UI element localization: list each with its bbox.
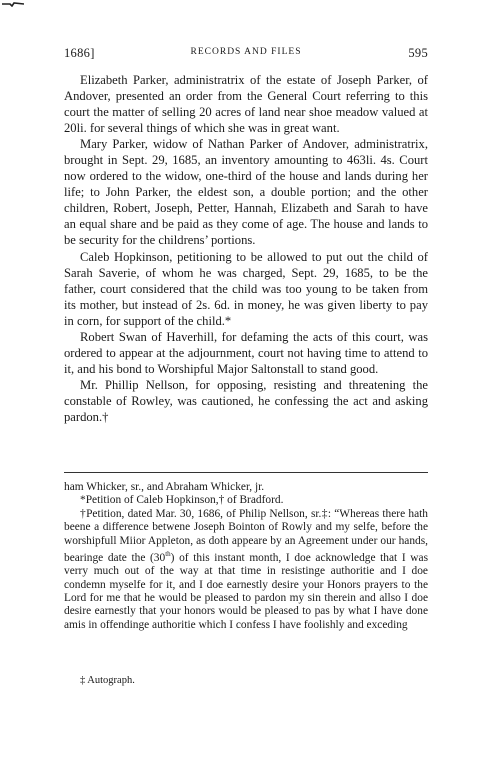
header-title: RECORDS AND FILES: [190, 47, 302, 57]
footnote-continuation: ham Whicker, sr., and Abraham Whicker, jr.: [64, 481, 265, 493]
footnote-dagger-text-b: ) of this instant month, I doe acknowledge that I was verry much out of the way at that time in resistinge authoritie and I doe condemn myselfe for it, and I doe earnestly desire your Honors prayers to the Lord for me that he would be pleased to pardon my sin therein and allso I doe desire earnestly that your honors would be pleased to pas by what I have done amis in offendinge authoritie which I confess I have foolishly and exceding: [64, 551, 429, 631]
paragraph-robert-swan: Robert Swan of Haverhill, for defaming the acts of this court, was ordered to appear at the adjournment, court not having time to attend to it, and his bond to Worshipful Major Saltonstall to stand good.: [64, 329, 428, 376]
running-header: [64, 46, 428, 62]
footnote-dagger-superscript: th: [165, 550, 171, 559]
paragraph-phillip-nellson: Mr. Phillip Nellson, for opposing, resisting and threatening the constable of Rowley, was cautioned, he confessing the act and asking pardon.†: [64, 377, 428, 424]
footnote-dagger-text-a: †Petition, dated Mar. 30, 1686, of Philip Nellson, sr.‡: “Whereas there hath beene a difference betwene Joseph Bointon of Rowly and my selfe, before the worshipfull Miior Appleton, as doth appeare by an Agreement under our hands, bearinge date the (30: [64, 507, 428, 564]
paragraph-mary-parker: Mary Parker, widow of Nathan Parker of Andover, administratrix, brought in Sept. 29, 1685, an inventory amounting to 463li. 4s. Court now ordered to the widow, one-third of the house and lands during her life; to John Parker, the eldest son, a double portion; and the other children, Robert, Joseph, Petter, Hannah, Elizabeth and Sarah to have an equal share and be paid as they come of age. The house and lands to be security for the childrens’ portions.: [64, 137, 428, 248]
main-text: [64, 72, 428, 425]
footnote-star: *Petition of Caleb Hopkinson,† of Bradford.: [80, 494, 284, 507]
footnote-divider: [64, 472, 428, 473]
page-number: 595: [408, 46, 428, 60]
footnote-dagger: [64, 508, 428, 632]
scan-corner-mark: [2, 2, 24, 7]
paragraph-elizabeth-parker: Elizabeth Parker, administratrix of the estate of Joseph Parker, of Andover, presented an order from the General Court referring to this court the matter of selling 20 acres of land near shoe meadow valued at 20li. for several things of which she was in great want.: [64, 73, 428, 136]
paragraph-caleb-hopkinson: Caleb Hopkinson, petitioning to be allowed to put out the child of Sarah Saverie, of whom he was charged, Sept. 29, 1685, to be the father, court considered that the child was too young to be taken from its mother, but instead of 2s. 6d. in money, he was given liberty to pay in corn, for support of the child.*: [64, 249, 428, 328]
footnotes: [64, 481, 428, 632]
autograph-note: ‡ Autograph.: [80, 675, 135, 686]
header-year: 1686]: [64, 46, 95, 60]
